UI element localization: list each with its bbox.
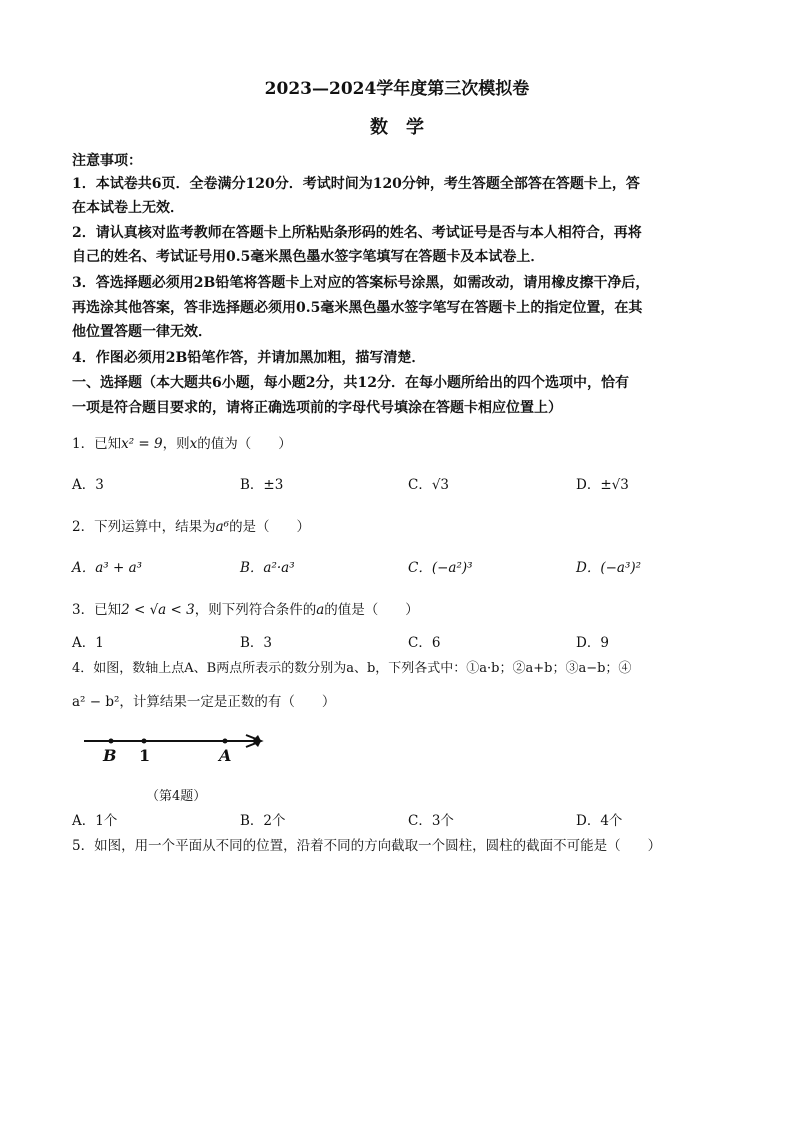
question-4-line-2: a² − b²，计算结果一定是正数的有（ ） [72, 694, 336, 710]
section-heading-line-2: 一项是符合题目要求的，请将正确选项前的字母代号填涂在答题卡相应位置上） [72, 400, 562, 416]
question-1: 1．已知x² = 9，则x的值为（ ） [72, 436, 292, 452]
label-a: A [219, 746, 232, 765]
q1-option-d: D．±√3 [576, 477, 629, 493]
q1-option-a: A．3 [72, 477, 104, 493]
note-line-1: 1．本试卷共6页．全卷满分120分．考试时间为120分钟，考生答题全部答在答题卡上，答 [72, 176, 640, 192]
q2-option-a: A．a³ + a³ [72, 560, 143, 576]
figure-caption: （第4题） [146, 789, 207, 804]
note-line-7: 他位置答题一律无效． [72, 324, 212, 340]
q4-option-d: D．4个 [576, 813, 623, 829]
q1-option-c: C．√3 [408, 477, 450, 493]
q2-option-d: D．(−a³)² [576, 560, 642, 576]
label-one: 1 [139, 746, 151, 765]
section-heading-line-1: 一、选择题（本大题共6小题，每小题2分，共12分．在每小题所给出的四个选项中，恰有 [72, 375, 629, 391]
question-2: 2．下列运算中，结果为a⁶的是（ ） [72, 519, 311, 535]
label-b: B [103, 746, 117, 765]
q1-equation: x² = 9 [121, 436, 163, 452]
subject-title: 数 学 [370, 117, 424, 138]
point-a-dot [223, 739, 228, 744]
q3-condition: 2 < √a < 3 [121, 602, 195, 618]
q4-option-b: B．2个 [240, 813, 286, 829]
q3-option-b: B．3 [240, 635, 273, 651]
question-3: 3．已知2 < √a < 3，则下列符合条件的a的值是（ ） [72, 602, 419, 618]
note-line-8: 4．作图必须用2B铅笔作答，并请加黑加粗，描写清楚． [72, 350, 426, 366]
note-line-3: 2．请认真核对监考教师在答题卡上所粘贴条形码的姓名、考试证号是否与本人相符合，再将 [72, 225, 642, 241]
point-b-dot [109, 739, 114, 744]
note-line-2: 在本试卷上无效． [72, 200, 184, 216]
q3-option-d: D．9 [576, 635, 609, 651]
point-one-dot [142, 739, 147, 744]
q1-option-b: B．±3 [240, 477, 284, 493]
q4-option-c: C．3个 [408, 813, 454, 829]
note-line-4: 自己的姓名、考试证号用0.5毫米黑色墨水签字笔填写在答题卡及本试卷上． [72, 249, 545, 265]
question-5: 5．如图，用一个平面从不同的位置，沿着不同的方向截取一个圆柱，圆柱的截面不可能是（ ） [72, 838, 662, 854]
note-line-5: 3．答选择题必须用2B铅笔将答题卡上对应的答案标号涂黑，如需改动，请用橡皮擦干净后， [72, 275, 650, 291]
q3-option-a: A．1 [72, 635, 104, 651]
q2-option-c: C．(−a²)³ [408, 560, 473, 576]
note-line-6: 再选涂其他答案，答非选择题必须用0.5毫米黑色墨水签字笔写在答题卡上的指定位置，在其 [72, 300, 643, 316]
q2-target: a⁶ [215, 519, 230, 535]
question-4-line-1: 4．如图，数轴上点A、B两点所表示的数分别为a、b，下列各式中：①a·b；②a+b；③a−b；④ [72, 661, 632, 676]
q2-option-b: B．a²·a³ [240, 560, 295, 576]
q3-option-c: C．6 [408, 635, 441, 651]
exam-title: 2023—2024学年度第三次模拟卷 [264, 79, 530, 99]
q4-option-a: A．1个 [72, 813, 118, 829]
notes-heading: 注意事项： [72, 153, 142, 169]
